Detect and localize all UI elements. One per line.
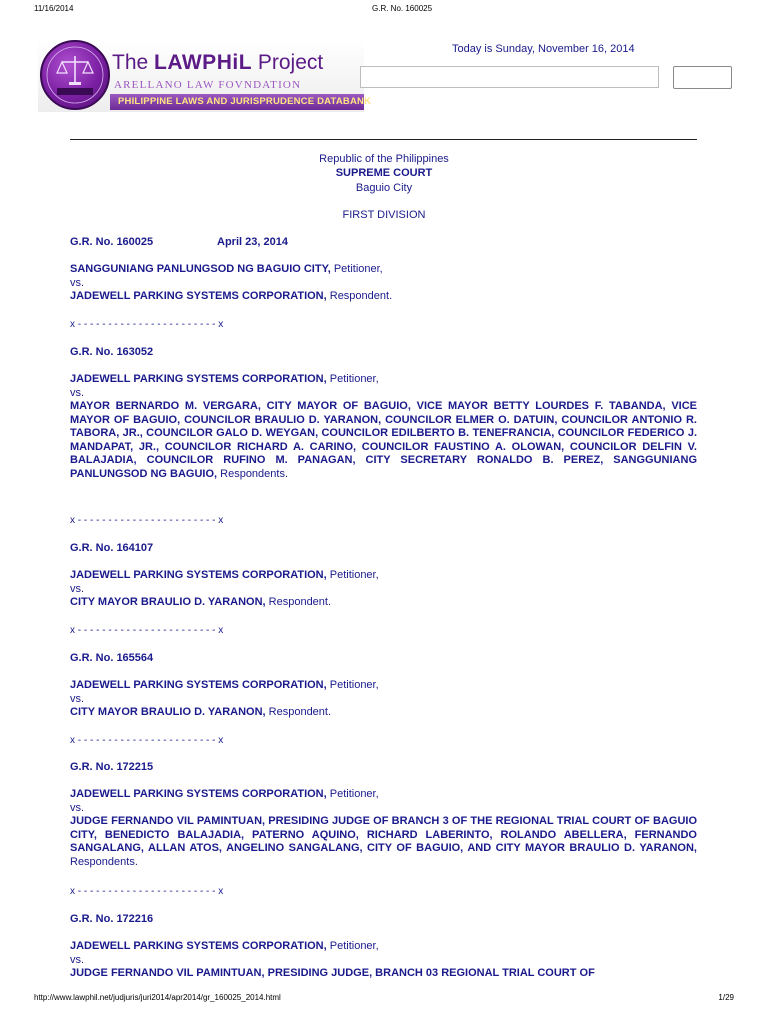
petitioner-role: Petitioner, bbox=[330, 263, 383, 275]
case-number: G.R. No. 165564 bbox=[70, 652, 154, 664]
versus: vs. bbox=[70, 276, 85, 289]
petitioner-name: JADEWELL PARKING SYSTEMS CORPORATION, bbox=[70, 373, 327, 385]
petitioner-role: Petitioner, bbox=[326, 373, 379, 385]
print-title: G.R. No. 160025 bbox=[372, 4, 433, 13]
print-url: http://www.lawphil.net/judjuris/juri2014/apr2014/gr_160025_2014.html bbox=[34, 993, 281, 1002]
case-separator: x - - - - - - - - - - - - - - - - - - - - - - - x bbox=[70, 886, 224, 897]
case-parties bbox=[70, 788, 697, 869]
respondent-name: MAYOR BERNARDO M. VERGARA, CITY MAYOR OF BAGUIO, VICE MAYOR BETTY LOURDES F. TABANDA, VICE MAYOR OF BAGUIO, COUNCILOR BRAULIO D. YARANON, COUNCILOR ELMER O. DATUIN, COUNCILOR ANTONIO R. TABORA, JR., COUNCILOR GALO D. WEYGAN, COUNCILOR EDILBERTO B. TENEFRANCIA, COUNCILOR FEDERICO J. MANDAPAT, JR., COUNCILOR RICHARD A. CARINO, COUNCILOR FAUSTINO A. OLOWAN, COUNCILOR DELFIN V. BALAJADIA, COUNCILOR RUFINO M. PANAGAN, CITY SECRETARY RONALDO B. PEREZ, SANGGUNIANG PANLUNGSOD NG BAGUIO, bbox=[70, 400, 697, 480]
today-date: Today is Sunday, November 16, 2014 bbox=[452, 43, 635, 55]
petitioner-role: Petitioner, bbox=[326, 679, 379, 691]
petitioner-role: Petitioner, bbox=[326, 940, 379, 952]
case-number: G.R. No. 172215 bbox=[70, 761, 154, 773]
respondent-role: Respondents. bbox=[70, 855, 138, 868]
petitioner-name: JADEWELL PARKING SYSTEMS CORPORATION, bbox=[70, 788, 327, 800]
search-button[interactable] bbox=[673, 66, 732, 89]
lawphil-seal-logo[interactable] bbox=[40, 40, 110, 110]
case-parties bbox=[70, 940, 697, 981]
respondent-role: Respondent. bbox=[265, 706, 332, 718]
respondent-name: CITY MAYOR BRAULIO D. YARANON, bbox=[70, 596, 266, 608]
case-separator: x - - - - - - - - - - - - - - - - - - - - - - - x bbox=[70, 319, 224, 330]
respondent-name: CITY MAYOR BRAULIO D. YARANON, bbox=[70, 706, 266, 718]
site-strip bbox=[110, 94, 372, 110]
versus: vs. bbox=[70, 582, 85, 595]
case-separator: x - - - - - - - - - - - - - - - - - - - - - - - x bbox=[70, 735, 224, 746]
petitioner-role: Petitioner, bbox=[326, 788, 379, 800]
case-separator: x - - - - - - - - - - - - - - - - - - - - - - - x bbox=[70, 625, 224, 636]
case-parties bbox=[70, 679, 697, 720]
search-input[interactable] bbox=[360, 66, 659, 88]
petitioner-name: JADEWELL PARKING SYSTEMS CORPORATION, bbox=[70, 679, 327, 691]
site-strip-text: PHILIPPINE LAWS AND JURISPRUDENCE DATABANK bbox=[118, 96, 372, 107]
versus: vs. bbox=[70, 801, 85, 814]
case-separator: x - - - - - - - - - - - - - - - - - - - - - - - x bbox=[70, 515, 224, 526]
respondent-name: JUDGE FERNANDO VIL PAMINTUAN, PRESIDING JUDGE, BRANCH 03 REGIONAL TRIAL COURT OF bbox=[70, 967, 595, 979]
case-parties bbox=[70, 569, 697, 610]
versus: vs. bbox=[70, 386, 85, 399]
case-date: April 23, 2014 bbox=[217, 236, 288, 248]
header-divider bbox=[70, 139, 697, 140]
case-parties bbox=[70, 373, 697, 481]
petitioner-name: JADEWELL PARKING SYSTEMS CORPORATION, bbox=[70, 940, 327, 952]
court-division: FIRST DIVISION bbox=[342, 209, 426, 221]
site-subtitle: ARELLANO LAW FOVNDATION bbox=[114, 79, 302, 91]
respondent-role: Respondent. bbox=[265, 596, 332, 608]
respondent-name: JUDGE FERNANDO VIL PAMINTUAN, PRESIDING JUDGE OF BRANCH 3 OF THE REGIONAL TRIAL COURT OF BAGUIO CITY, BENEDICTO BALAJADIA, PATERNO AQUINO, RICHARD LABERINTO, ROLANDO ABELLERA, FERNANDO SANGALANG, ALLAN ATOS, ANGELINO SANGALANG, CITY OF BAGUIO, AND CITY MAYOR BRAULIO D. YARANON, bbox=[70, 815, 697, 854]
site-title[interactable]: The LAWPHiL Project bbox=[112, 51, 324, 74]
case-number: G.R. No. 160025 bbox=[70, 236, 154, 248]
respondent-role: Respondents. bbox=[217, 467, 289, 480]
versus: vs. bbox=[70, 692, 85, 705]
print-page-number: 1/29 bbox=[718, 993, 734, 1002]
respondent-name: JADEWELL PARKING SYSTEMS CORPORATION, bbox=[70, 290, 327, 302]
versus: vs. bbox=[70, 953, 85, 966]
case-number: G.R. No. 172216 bbox=[70, 913, 154, 925]
case-number: G.R. No. 164107 bbox=[70, 542, 154, 554]
case-parties bbox=[70, 263, 697, 304]
case-number: G.R. No. 163052 bbox=[70, 346, 154, 358]
respondent-role: Respondent. bbox=[326, 290, 393, 302]
petitioner-role: Petitioner, bbox=[326, 569, 379, 581]
petitioner-name: SANGGUNIANG PANLUNGSOD NG BAGUIO CITY, bbox=[70, 263, 331, 275]
republic-line: Republic of the Philippines bbox=[319, 153, 449, 165]
court-city: Baguio City bbox=[355, 182, 413, 194]
print-date: 11/16/2014 bbox=[34, 4, 74, 13]
petitioner-name: JADEWELL PARKING SYSTEMS CORPORATION, bbox=[70, 569, 327, 581]
court-name: SUPREME COURT bbox=[335, 167, 433, 179]
